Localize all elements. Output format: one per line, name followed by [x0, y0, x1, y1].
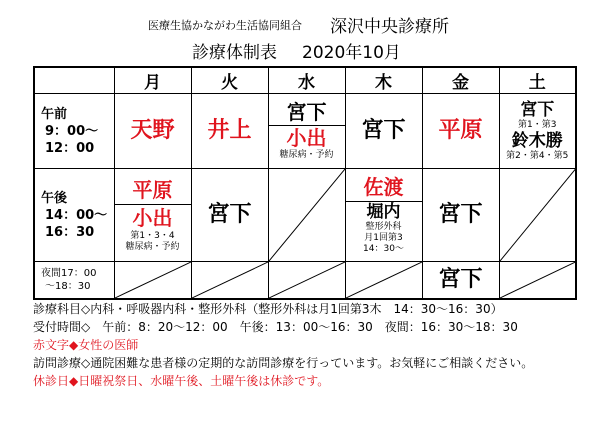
doctor-name: 宮下 — [438, 202, 483, 227]
day-header-thu: 木 — [345, 67, 422, 94]
closed-diagonal — [500, 262, 576, 298]
doctor-name: 堀内 — [366, 202, 401, 222]
day-header-tue: 火 — [191, 67, 268, 94]
day-header-mon: 月 — [114, 67, 191, 94]
closed-diagonal — [346, 262, 422, 298]
day-header-sat: 土 — [499, 67, 576, 94]
cell-am-mon — [114, 94, 191, 169]
closed-diagonal — [269, 262, 345, 298]
schedule-table — [33, 66, 577, 300]
closed-diagonal — [115, 262, 191, 298]
footer-legend: 赤文字◆女性の医師 — [33, 338, 139, 352]
closed-diagonal — [269, 169, 345, 261]
cell-pm-tue — [191, 169, 268, 262]
slot-label-ev — [34, 262, 114, 300]
cell-am-sat — [499, 94, 576, 169]
doctor-name: 宮下 — [361, 118, 406, 143]
schedule-title: 診療体制表 — [192, 43, 277, 63]
day-header-wed: 水 — [268, 67, 345, 94]
slot-am-start: 9：00～ — [45, 123, 99, 139]
cell-am-wed-top — [269, 101, 345, 126]
footer-departments: 診療科目◇内科・呼吸器内科・整形外科（整形外科は月1回第3木 14：30～16：30） — [33, 302, 503, 316]
slot-label-am — [34, 94, 114, 169]
header-title-line — [0, 38, 600, 63]
doctor-name: 小出 — [286, 126, 327, 150]
cell-pm-mon-top — [115, 178, 191, 205]
doctor-note: 第1・3・4 — [130, 230, 175, 241]
day-header-fri: 金 — [422, 67, 499, 94]
doctor-name: 平原 — [438, 118, 483, 143]
doctor-note: 整形外科 — [365, 222, 402, 232]
cell-ev-fri — [422, 262, 499, 300]
doctor-name: 天野 — [130, 118, 175, 143]
cell-ev-wed-closed — [268, 262, 345, 300]
closed-diagonal — [500, 169, 576, 261]
slot-am-name: 午前 — [41, 106, 68, 122]
doctor-name: 宮下 — [520, 100, 555, 120]
cell-pm-thu — [345, 169, 422, 262]
slot-am-end: 12：00 — [45, 140, 95, 156]
cell-ev-thu-closed — [345, 262, 422, 300]
clinic-name: 深沢中央診療所 — [330, 17, 449, 37]
cell-ev-tue-closed — [191, 262, 268, 300]
cell-ev-sat-closed — [499, 262, 576, 300]
cell-am-tue — [191, 94, 268, 169]
cell-pm-fri — [422, 169, 499, 262]
slot-pm-name: 午後 — [41, 190, 68, 206]
footer-closed-days: 休診日◆日曜祝祭日、水曜午後、土曜午後は休診です。 — [33, 374, 330, 388]
doctor-note: 月1回第3 — [364, 233, 403, 243]
slot-label-pm — [34, 169, 114, 262]
doctor-note: 糖尿病・予約 — [125, 241, 180, 252]
cell-pm-wed-closed — [268, 169, 345, 262]
slot-pm-start: 14：00～ — [45, 207, 108, 223]
footer-home-visit: 訪問診療◇通院困難な患者様の定期的な訪問診療を行っています。お気軽にご相談ください。 — [33, 356, 534, 370]
cell-pm-mon — [114, 169, 191, 262]
footer-hours: 受付時間◇ 午前：8：20～12：00 午後：13：00～16：30 夜間：16：30～18：30 — [33, 320, 518, 334]
slot-ev-end: ～18：30 — [45, 281, 91, 292]
closed-diagonal — [192, 262, 268, 298]
cell-pm-thu-top — [346, 175, 422, 202]
doctor-name: 宮下 — [286, 100, 327, 124]
header-org-line — [0, 12, 600, 37]
cell-pm-sat-closed — [499, 169, 576, 262]
schedule-period: 2020年10月 — [302, 43, 401, 63]
doctor-name: 宮下 — [438, 267, 483, 292]
cell-am-thu — [345, 94, 422, 169]
doctor-name: 井上 — [207, 118, 252, 143]
corner-cell — [34, 67, 114, 94]
doctor-note: 第1・第3 — [518, 120, 557, 130]
cell-am-wed — [268, 94, 345, 169]
doctor-note: 14：30～ — [363, 244, 404, 254]
doctor-note: 糖尿病・予約 — [279, 150, 334, 160]
slot-pm-end: 16：30 — [45, 224, 95, 240]
doctor-name: 小出 — [132, 205, 173, 230]
slot-ev-start: 夜間17：00 — [41, 268, 97, 279]
doctor-name: 鈴木勝 — [511, 131, 563, 151]
org-name: 医療生協かながわ生活協同組合 — [148, 19, 302, 32]
doctor-name: 佐渡 — [363, 175, 404, 199]
doctor-name: 平原 — [132, 177, 173, 202]
doctor-note: 第2・第4・第5 — [506, 151, 569, 161]
doctor-name: 宮下 — [207, 202, 252, 227]
cell-ev-mon-closed — [114, 262, 191, 300]
cell-am-fri — [422, 94, 499, 169]
